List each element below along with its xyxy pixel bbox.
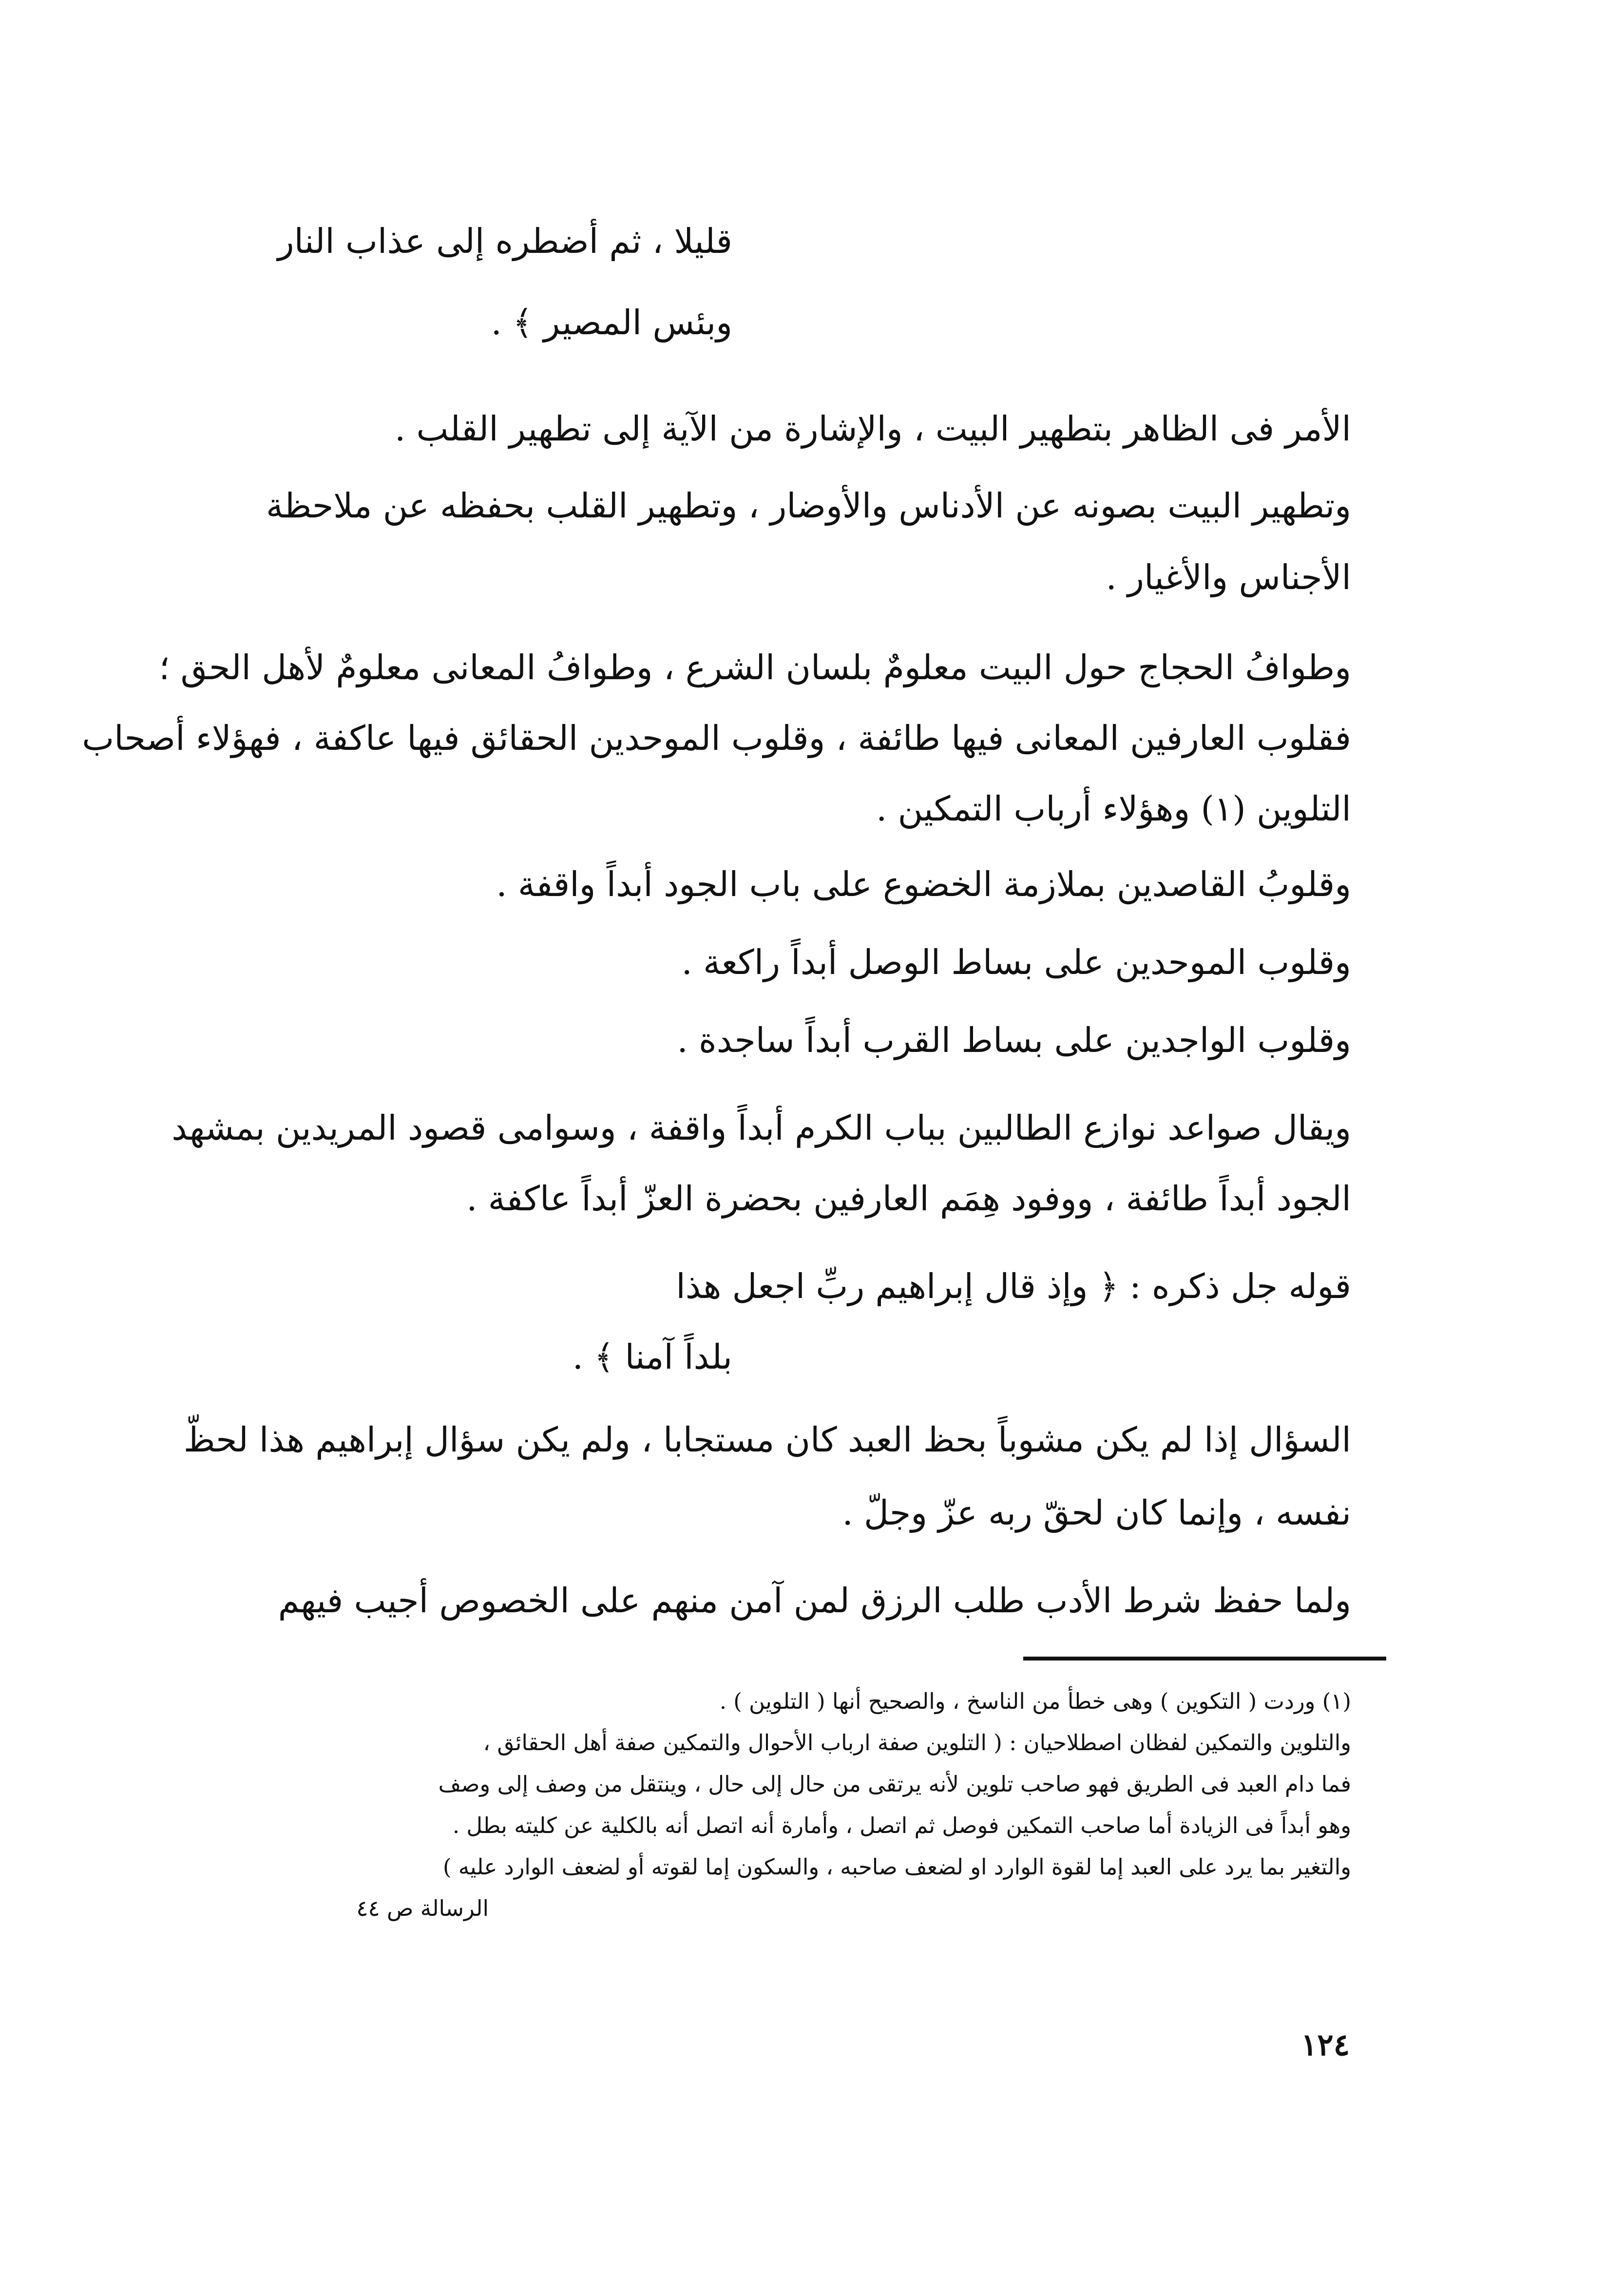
footnote-rule [1023,1657,1386,1661]
body-line: الجود أبداً طائفة ، ووفود هِمَم العارفين بحضرة العزّ أبداً عاكفة . [466,1179,1351,1219]
footnote-line: الرسالة ص ٤٤ [356,1895,489,1921]
page-number: ١٢٤ [1301,2027,1350,2062]
footnote-line: وهو أبداً فى الزيادة أما صاحب التمكين فوصل ثم اتصل ، وأمارة أنه اتصل أنه بالكلية عن كليته بطل . [452,1813,1351,1838]
body-line: التلوين (١) وهؤلاء أرباب التمكين . [876,789,1351,829]
body-line: قوله جل ذكره : ﴿ وإذ قال إبراهيم ربِّ اجعل هذا [676,1266,1351,1306]
footnote-line: فما دام العبد فى الطريق فهو صاحب تلوين لأنه يرتقى من حال إلى حال ، وينتقل من وصف إلى وصف [438,1771,1351,1797]
body-line: السؤال إذا لم يكن مشوباً بحظ العبد كان مستجابا ، ولم يكن سؤال إبراهيم هذا لحظّ [183,1420,1351,1460]
footnote-line: (١) وردت ( التكوين ) وهى خطأ من الناسخ ، والصحيح أنها ( التلوين ) . [719,1688,1351,1714]
body-line: ولما حفظ شرط الأدب طلب الرزق لمن آمن منهم على الخصوص أجيب فيهم [278,1581,1351,1621]
body-line: وطوافُ الحجاج حول البيت معلومٌ بلسان الشرع ، وطوافُ المعانى معلومٌ لأهل الحق ؛ [159,648,1351,687]
body-line: قليلا ، ثم أضطره إلى عذاب النار [277,221,732,261]
body-line: وقلوب الواجدين على بساط القرب أبداً ساجدة . [677,1020,1351,1060]
footnote-line: والتلوين والتمكين لفظان اصطلاحيان : ( التلوين صفة ارباب الأحوال والتمكين صفة أهل الحقائق ، [483,1730,1351,1756]
body-line: الأمر فى الظاهر بتطهير البيت ، والإشارة من الآية إلى تطهير القلب . [395,409,1351,449]
body-line: ويقال صواعد نوازع الطالبين بباب الكرم أبداً واقفة ، وسوامى قصود المريدين بمشهد [172,1108,1351,1148]
body-line: نفسه ، وإنما كان لحقّ ربه عزّ وجلّ . [842,1493,1351,1533]
body-line: وقلوب الموحدين على بساط الوصل أبداً راكعة . [681,942,1351,982]
body-line: وبئس المصير ﴾ . [491,303,732,343]
body-line: وقلوبُ القاصدين بملازمة الخضوع على باب الجود أبداً واقفة . [496,864,1351,904]
body-line: فقلوب العارفين المعانى فيها طائفة ، وقلوب الموحدين الحقائق فيها عاكفة ، فهؤلاء أصحاب [82,718,1351,758]
footnote-line: والتغير بما يرد على العبد إما لقوة الوارد او لضعف صاحبه ، والسكون إما لقوته أو لضعف الوارد عليه ) [443,1854,1351,1880]
body-line: الأجناس والأغيار . [1106,557,1351,597]
body-line: بلداً آمنا ﴾ . [572,1337,732,1377]
body-line: وتطهير البيت بصونه عن الأدناس والأوضار ، وتطهير القلب بحفظه عن ملاحظة [266,486,1351,526]
